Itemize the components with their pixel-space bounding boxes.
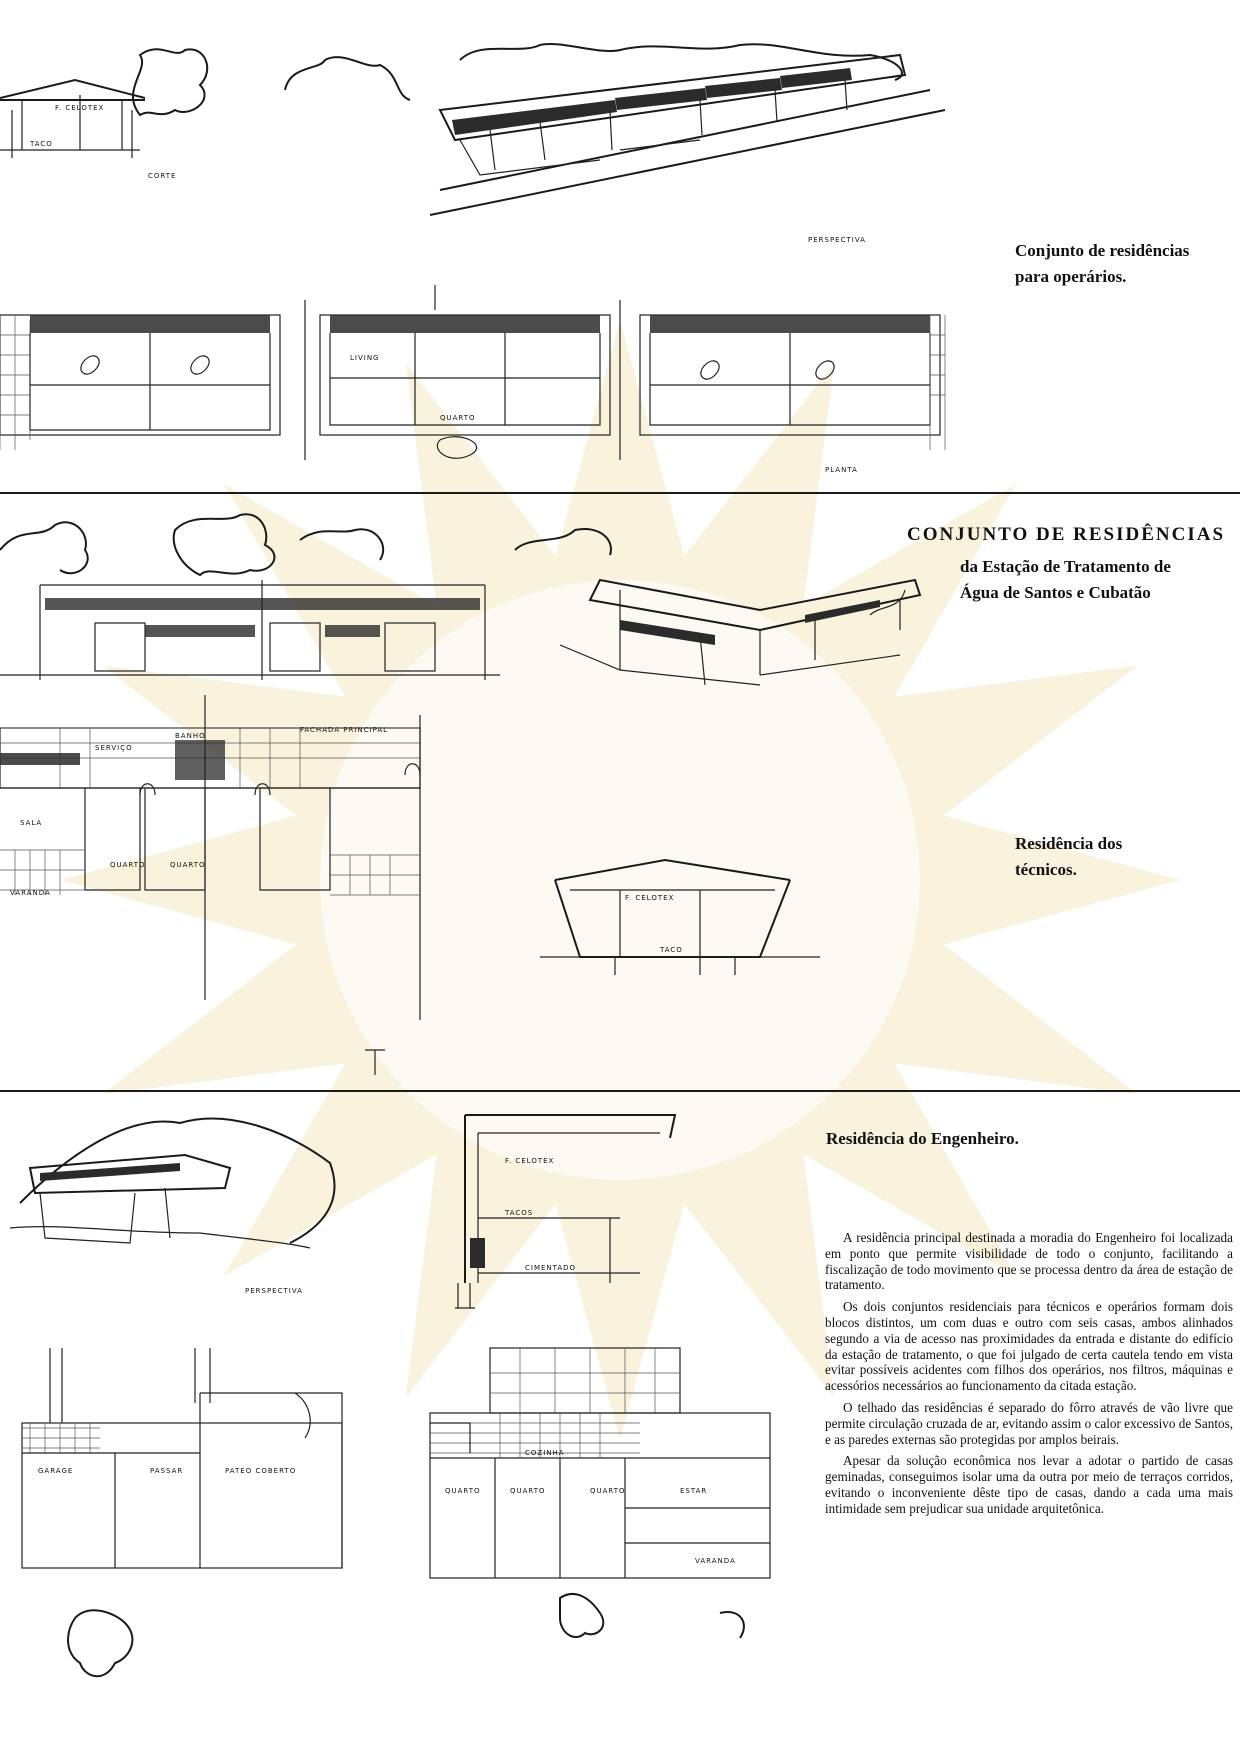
description-text: [825, 1230, 1233, 1523]
perspectiva-label-2: PERSPECTIVA: [245, 1287, 303, 1295]
servico-label: SERVIÇO: [95, 744, 133, 752]
technicians-perspective-drawing: [515, 529, 920, 685]
f-celotex-label-3: F. CELOTEX: [505, 1157, 555, 1165]
passar-label: PASSAR: [150, 1467, 184, 1475]
engineer-upper-plan-drawing: [430, 1348, 770, 1638]
taco-label: TACO: [30, 140, 53, 148]
worker-houses-caption: [1015, 238, 1189, 290]
svg-text:LIVING: LIVING: [350, 354, 380, 362]
corte-label: CORTE: [148, 172, 177, 180]
technicians-caption-line2: técnicos.: [1015, 860, 1077, 879]
bottom-section-drawings: [0, 1093, 820, 1753]
engineer-perspective-drawing: [10, 1119, 334, 1295]
technicians-caption: [1015, 831, 1122, 883]
cimentado-label: CIMENTADO: [525, 1264, 577, 1272]
tacos-label: TACOS: [505, 1209, 534, 1217]
section-divider-top: [0, 492, 1240, 494]
worker-houses-plan-drawing: [0, 285, 945, 474]
garage-label: GARAGE: [38, 1467, 74, 1475]
paragraph-3: O telhado das residências é separado do fôrro através de vão livre que permite circulação cruzada de ar, evitando assim o calor excessivo de Santos, e as paredes externas são protegidas por amplos beirais.: [825, 1399, 1233, 1447]
quarto-label-3: QUARTO: [445, 1487, 481, 1495]
quarto-label-4: QUARTO: [510, 1487, 546, 1495]
technicians-section-drawing: [540, 860, 820, 975]
banho-label: BANHO: [175, 732, 206, 740]
technicians-title: CONJUNTO DE RESIDÊNCIAS: [907, 524, 1226, 545]
taco-label-2: TACO: [660, 946, 683, 954]
sala-label: SALA: [20, 819, 43, 827]
engineer-section-drawing: [455, 1115, 675, 1308]
fachada-label: FACHADA PRINCIPAL: [300, 726, 389, 734]
paragraph-1: A residência principal destinada a moradia do Engenheiro foi localizada em ponto que permite visibilidade de todo o conjunto, facilitando a fiscalização de todo movimento que se processa dentro da área de estação de tratamento.: [825, 1230, 1233, 1293]
varanda-label: VARANDA: [10, 889, 51, 897]
technicians-subtitle-line2: Água de Santos e Cubatão: [960, 583, 1151, 602]
quarto-label: QUARTO: [110, 861, 146, 869]
technicians-caption-line1: Residência dos: [1015, 834, 1123, 853]
paragraph-4: Apesar da solução econômica nos levar a adotar o partido de casas geminadas, conseguimos isolar uma da outra por meio de terraços corridos, evitando o inconveniente dêste tipo de casas, dando a cada uma mais intimidade sem prejudicar sua unidade arquitetônica.: [825, 1453, 1233, 1516]
estar-label: ESTAR: [680, 1487, 708, 1495]
quarto-label-5: QUARTO: [590, 1487, 626, 1495]
varanda-label-2: VARANDA: [695, 1557, 736, 1565]
worker-houses-perspective-drawing: [430, 44, 945, 244]
worker-house-section-drawing: [0, 80, 176, 180]
f-celotex-label: F. CELOTEX: [55, 104, 105, 112]
pateo-coberto-label: PATEO COBERTO: [225, 1467, 297, 1475]
svg-text:QUARTO: QUARTO: [440, 414, 476, 422]
engineer-ground-plan-drawing: [22, 1348, 342, 1676]
perspectiva-label: PERSPECTIVA: [808, 236, 866, 244]
technicians-subtitle: [960, 554, 1171, 606]
quarto-label-2: QUARTO: [170, 861, 206, 869]
worker-houses-caption-line1: Conjunto de residências: [1015, 241, 1190, 260]
paragraph-2: Os dois conjuntos residenciais para técnicos e operários formam dois blocos distintos, um com duas e outro com seis casas, ambos alinhados segundo a via de acesso nas proximidades da entrada e distante do edifício da estação de tratamento, o que foi julgado de certa cautela tendo em vista evitar possíveis acidentes com filhos dos operários, nos filtros, máquinas e acessórios necessários ao funcionamento da citada estação.: [825, 1299, 1233, 1394]
technicians-subtitle-line1: da Estação de Tratamento de: [960, 557, 1171, 576]
f-celotex-label-2: F. CELOTEX: [625, 894, 675, 902]
facade-drawing: [0, 580, 500, 734]
engineer-caption: Residência do Engenheiro.: [826, 1129, 1019, 1148]
technicians-plan-drawing: [0, 695, 420, 1075]
section-divider-bottom: [0, 1090, 1240, 1092]
planta-label: PLANTA: [825, 466, 858, 474]
worker-houses-caption-line2: para operários.: [1015, 267, 1127, 286]
cozinha-label: COZINHA: [525, 1449, 565, 1457]
